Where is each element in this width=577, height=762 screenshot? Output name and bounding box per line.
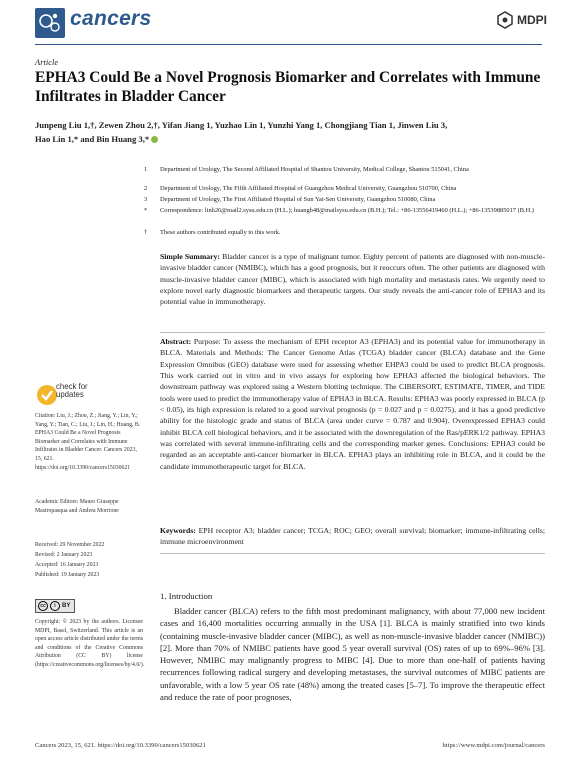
keywords xyxy=(160,525,545,548)
author-line-2 xyxy=(35,132,542,146)
author-list xyxy=(35,118,542,146)
journal-name: cancers xyxy=(70,7,152,30)
mdpi-hexagon-icon xyxy=(496,11,514,29)
footer-journal-url[interactable]: https://www.mdpi.com/journal/cancers xyxy=(442,742,545,749)
abstract xyxy=(160,336,545,472)
abstract-text: Purpose: To assess the mechanism of EPH receptor A3 (EPHA3) and its potential value for immunotherapy in BLCA. Materials and Methods: The Cancer Genome Atlas (TCGA) bladder cancer (BLCA) database and the Gene Expression Omnibus (GEO) database were used for assessing whether EHPA3 could be used to predict BLCA prognosis. This work carried out in vitro and in vivo assays for exploring how EPHA3 affected the biological behaviors. The downstream pathway was explored using a Western blotting technique. The CIBERSORT, ESTIMATE, TIMER, and TIDE tools were used to predict the immunotherapy value of EPHA3 in BLCA. Results: EPHA3 was poorly expressed in BLCA (p < 0.05), its high expression is related to a good survival prognosis (p = 0.027 and p = 0.0275), and it has a good predictive ability for the histologic grade and status of BLCA (area under curve = 0.787 and 0.904). Overexpressed EPHA3 could inhibit BLCA cell biological behaviors, and it be associated with the downregulation of the Ras/pERK1/2 pathway. EPHA3 was correlated with several immune-infiltrating cells and the corresponding marker genes. Conclusions: EPHA3 could be regarded as an acceptable anti-cancer biomarker in BLCA. EPHA3 plays an inhibiting role in BLCA, and it could be the candidate immunotherapeutic target for BLCA. xyxy=(160,337,545,471)
article-title: EPHA3 Could Be a Novel Prognosis Biomarker and Correlates with Immune Infiltrates in Bladder Cancer xyxy=(35,69,541,105)
publisher-name: MDPI xyxy=(517,13,547,27)
attribution-icon: i xyxy=(50,601,60,611)
copyright-license: Copyright: © 2023 by the authors. Licensee MDPI, Basel, Switzerland. This article is an open access article distributed under the terms and conditions of the Creative Commons Attribution (CC BY) license (https://creativecommons.org/licenses/by/4.0/). xyxy=(35,619,145,668)
affiliation-3: 3 Department of Urology, The First Affiliated Hospital of Sun Yat-Sen University, Guangzhou 510080, China xyxy=(144,196,436,203)
simple-summary-text: Bladder cancer is a type of malignant tumor. Eighty percent of patients are diagnosed with non-muscle-invasive bladder cancer (NMIBC), which has a good prognosis, but it reoccurs often. The other patients are diagnosed with muscle-invasive bladder cancer (MIBC), which is associated with high mortality and metastasis rates. We urgently need to explore novel early diagnostic biomarkers and therapeutic targets. Our study reveals the anti-cancer role of EPHA3 and its potential value in immunotherapy. xyxy=(160,252,546,307)
check-for-updates-label[interactable]: check for updates xyxy=(56,382,88,400)
introduction-paragraph: Bladder cancer (BLCA) refers to the fifth most predominant malignancy, with about 77,000 new incident cases and 16,400 mortalities occurring annually in the USA [1]. BLCA is mainly stratified into two kinds (containing muscle-invasive bladder cancer (MIBC), as well as non-muscle-invasive bladder cancer (NMIBC)) [2]. More than 70% of NMIBC patients have good 5 year overall survival (OS) rates of up to 69%–96% [3]. However, NMIBC may malignantly progress to MIBC [4]. Due to more than one-half of patients having recurrences following radical surgery and developing metastases, the survival outcomes of MIBC patients are unfavorable, with a low 5 year OS rate (48%) among the treated cases [5–7]. To improve the therapeutic effect and reduce the rate of poor prognoses, xyxy=(160,606,545,702)
page-footer xyxy=(35,742,545,749)
section-divider xyxy=(160,553,545,554)
orcid-icon[interactable] xyxy=(151,136,158,143)
abstract-label: Abstract: xyxy=(160,337,192,346)
simple-summary-label: Simple Summary: xyxy=(160,252,220,261)
journal-logo-icon xyxy=(35,8,65,38)
author-line-2-text: Hao Lin 1,* and Bin Huang 3,* xyxy=(35,134,150,144)
published-date: Published: 19 January 2023 xyxy=(35,572,100,578)
keywords-text: EPH receptor A3; bladder cancer; TCGA; ROC; GEO; overall survival; biomarker; immune-infiltrating cells; immune microenvironment xyxy=(160,526,545,547)
author-line-1: Junpeng Liu 1,†, Zewen Zhou 2,†, Yifan Jiang 1, Yuzhao Lin 1, Yunzhi Yang 1, Chongjiang Tian 1, Jinwen Liu 3, xyxy=(35,120,448,130)
publisher-logo xyxy=(496,11,547,29)
section-divider xyxy=(160,332,545,333)
introduction-text xyxy=(160,605,545,703)
citation: Citation: Liu, J.; Zhou, Z.; Jiang, Y.; Lin, Y.; Yang, Y.; Tian, C.; Liu, J.; Lin, H.; Huang, B. EPHA3 Could Be a Novel Prognosis Biomarker and Correlates with Immune Infiltrates in Bladder Cancer. Cancers 2023, 15, 621. https://doi.org/10.3390/cancers15030621 xyxy=(35,413,141,471)
article-type: Article xyxy=(35,57,59,67)
by-icon: BY xyxy=(62,603,71,609)
footer-citation[interactable]: Cancers 2023, 15, 621. https://doi.org/10.3390/cancers15030621 xyxy=(35,742,206,749)
header-rule xyxy=(35,44,542,45)
affiliation-2: 2 Department of Urology, The Fifth Affiliated Hospital of Guangzhou Medical University, Guangzhou 510700, China xyxy=(144,185,457,192)
received-date: Received: 29 November 2022 xyxy=(35,542,105,548)
affiliation-1: 1 Department of Urology, The Second Affiliated Hospital of Shantou University, Medical College, Shantou 515041, China xyxy=(144,166,469,173)
keywords-label: Keywords: xyxy=(160,526,196,535)
revised-date: Revised: 2 January 2023 xyxy=(35,552,93,558)
simple-summary xyxy=(160,251,545,307)
cc-icon: cc xyxy=(38,601,48,611)
accepted-date: Accepted: 16 January 2023 xyxy=(35,562,99,568)
correspondence: * Correspondence: linh26@mail2.sysu.edu.cn (H.L.); huangb48@mailsysu.edu.cn (B.H.); Tel.: +86-13556419460 (H.L.); +86-13539885017 (B.H.) xyxy=(144,207,534,214)
section-heading-introduction: 1. Introduction xyxy=(160,591,213,601)
academic-editors: Academic Editors: Mauro Giuseppe Mastropasqua and Andrea Morrione xyxy=(35,499,119,514)
equal-contribution-note: † These authors contributed equally to this work. xyxy=(144,229,281,236)
cc-by-license-icon[interactable] xyxy=(35,599,75,613)
